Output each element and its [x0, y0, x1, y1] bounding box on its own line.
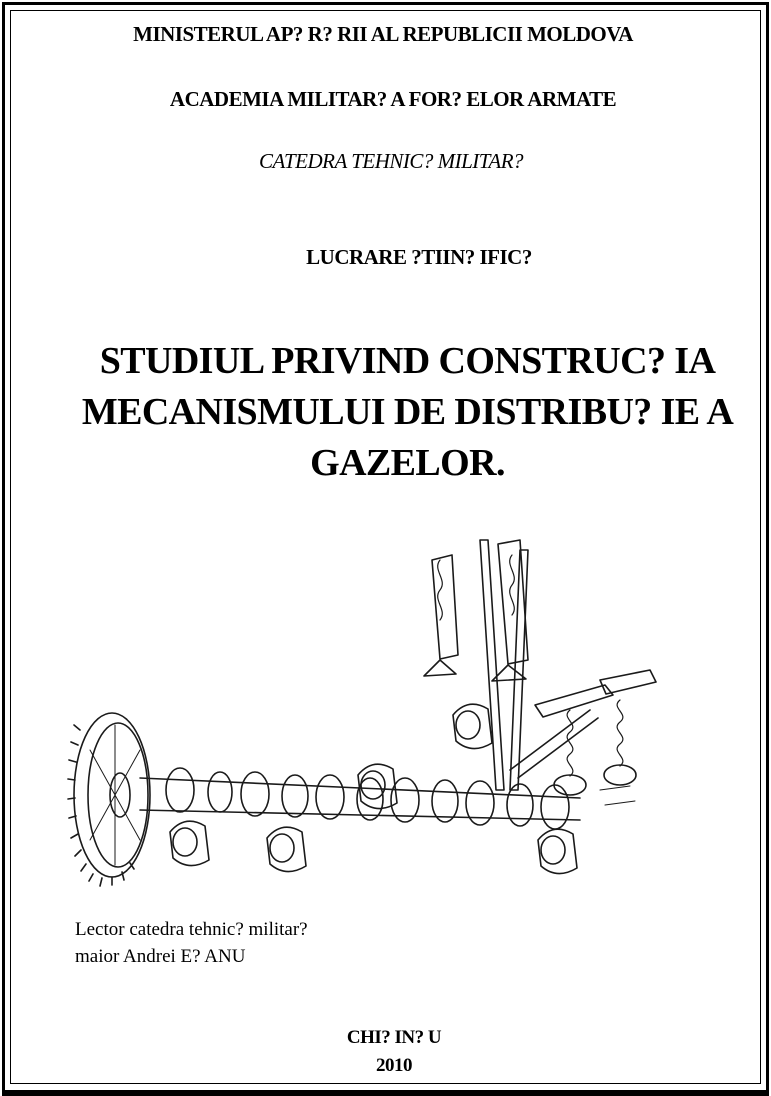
- author-block: [75, 916, 308, 970]
- timing-gear-icon: [68, 713, 150, 886]
- work-type-heading: LUCRARE ?TIIN? IFIC?: [306, 245, 532, 269]
- year-label: 2010: [376, 1055, 412, 1076]
- valve-assembly-icon: [424, 540, 528, 790]
- academy-heading: ACADEMIA MILITAR? A FOR? ELOR ARMATE: [169, 87, 617, 111]
- department-heading: CATEDRA TEHNIC? MILITAR?: [258, 149, 524, 173]
- city-label: CHI? IN? U: [346, 1027, 442, 1048]
- author-position: Lector catedra tehnic? militar?: [75, 919, 308, 940]
- document-title: [0, 336, 771, 489]
- ministry-heading: MINISTERUL AP? R? RII AL REPUBLICII MOLDOVA: [133, 22, 633, 46]
- title-line-1: STUDIUL PRIVIND CONSTRUC? IA: [99, 340, 716, 382]
- title-line-3: GAZELOR.: [310, 442, 505, 484]
- rocker-arm-icon: [510, 670, 656, 805]
- author-name: maior Andrei E? ANU: [75, 946, 246, 967]
- title-line-2: MECANISMULUI DE DISTRIBU? IE A: [81, 391, 734, 433]
- valve-train-drawing: [60, 520, 740, 900]
